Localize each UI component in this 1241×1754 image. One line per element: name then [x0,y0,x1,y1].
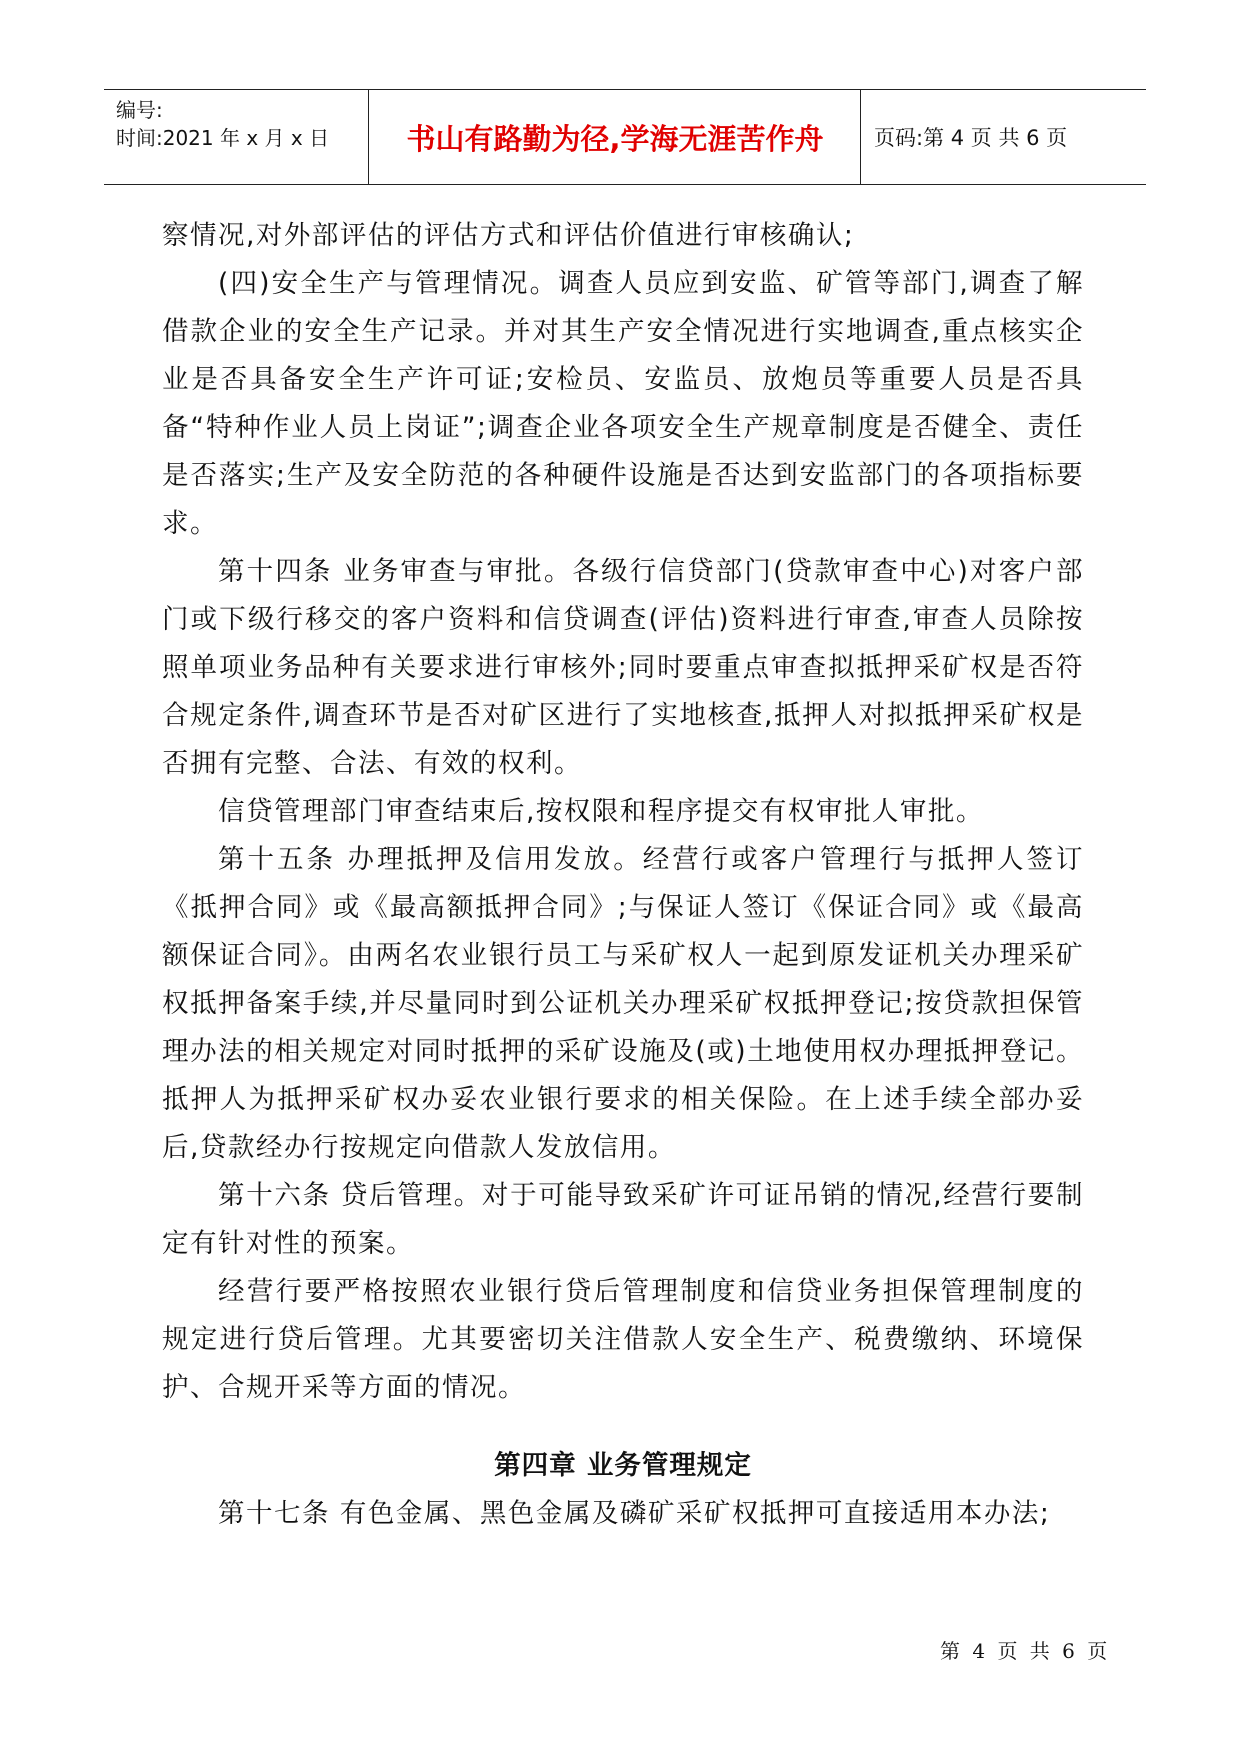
header-motto: 书山有路勤为径,学海无涯苦作舟 [406,121,824,156]
body-paragraph: 信贷管理部门审查结束后,按权限和程序提交有权审批人审批。 [218,796,984,827]
header-divider-right [860,90,861,184]
document-time-label: 时间:2021 年 x 月 x 日 [116,126,330,150]
header-divider-left [368,90,369,184]
article-16: 第十六条 贷后管理。对于可能导致采矿许可证吊销的情况,经营行要制定有针对性的预案。 [162,1180,1084,1259]
chapter-title: 第四章 业务管理规定 [494,1450,752,1481]
document-number-label: 编号: [116,98,163,122]
page-header [104,89,1146,185]
article-14: 第十四条 业务审查与审批。各级行信贷部门(贷款审查中心)对客户部门或下级行移交的客户资料和信贷调查(评估)资料进行审查,审查人员除按照单项业务品种有关要求进行审核外;同时要重点审查拟抵押采矿权是否符合规定条件,调查环节是否对矿区进行了实地核查,抵押人对拟抵押采矿权是否拥有完整、合法、有效的权利。 [162,556,1084,779]
page-footer: 第 4 页 共 6 页 [940,1639,1111,1663]
document-body [162,212,1084,1538]
body-paragraph: 察情况,对外部评估的评估方式和评估价值进行审核确认; [162,220,855,251]
header-page-info: 页码:第 4 页 共 6 页 [874,126,1068,150]
body-paragraph: (四)安全生产与管理情况。调查人员应到安监、矿管等部门,调查了解借款企业的安全生产记录。并对其生产安全情况进行实地调查,重点核实企业是否具备安全生产许可证;安检员、安监员、放炮员等重要人员是否具备“特种作业人员上岗证”;调查企业各项安全生产规章制度是否健全、责任是否落实;生产及安全防范的各种硬件设施是否达到安监部门的各项指标要求。 [162,268,1084,539]
article-17: 第十七条 有色金属、黑色金属及磷矿采矿权抵押可直接适用本办法; [218,1498,1051,1529]
header-meta [116,96,329,152]
article-15: 第十五条 办理抵押及信用发放。经营行或客户管理行与抵押人签订《抵押合同》或《最高额抵押合同》;与保证人签订《保证合同》或《最高额保证合同》。由两名农业银行员工与采矿权人一起到原发证机关办理采矿权抵押备案手续,并尽量同时到公证机关办理采矿权抵押登记;按贷款担保管理办法的相关规定对同时抵押的采矿设施及(或)土地使用权办理抵押登记。抵押人为抵押采矿权办妥农业银行要求的相关保险。在上述手续全部办妥后,贷款经办行按规定向借款人发放信用。 [162,844,1084,1163]
body-paragraph: 经营行要严格按照农业银行贷后管理制度和信贷业务担保管理制度的规定进行贷后管理。尤其要密切关注借款人安全生产、税费缴纳、环境保护、合规开采等方面的情况。 [162,1276,1084,1403]
